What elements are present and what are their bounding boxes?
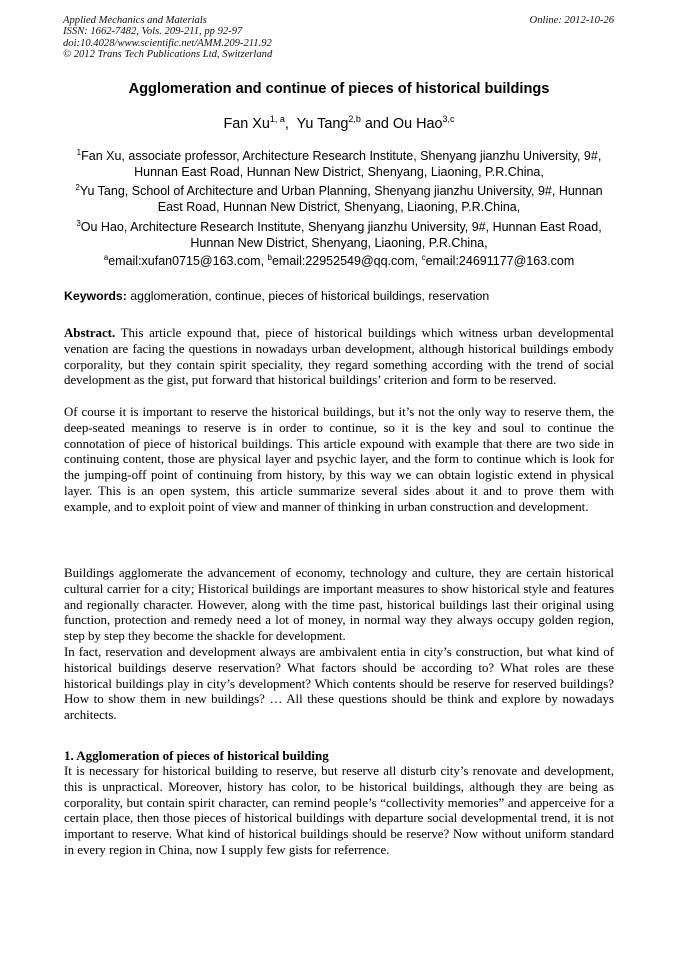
intro-paragraph-1: Buildings agglomerate the advancement of economy, technology and culture, they are certain historical cultural carrier for a city; Historical buildings are important measures to show historical style and features and regionally character. However, along with the time past, historical buildings last their original using function, protection and remedy need a lot of money, in normal way they always occupy golden region, step by step they become the shackle for development. [64, 566, 614, 643]
keywords-text: agglomeration, continue, pieces of historical buildings, reservation [126, 289, 490, 303]
issn-line: ISSN: 1662-7482, Vols. 209-211, pp 92-97 [63, 26, 243, 38]
email-address: email:22952549@qq.com [271, 254, 415, 268]
journal-header [63, 15, 272, 60]
affiliation-sup: 1 [76, 148, 82, 157]
abstract-label: Abstract. [64, 326, 116, 340]
affiliation-sup: 2 [75, 183, 80, 192]
author-list [0, 114, 678, 132]
abstract-paragraph [64, 326, 618, 389]
online-date: Online: 2012-10-26 [529, 15, 614, 26]
copyright-line: © 2012 Trans Tech Publications Ltd, Switzerland [63, 48, 273, 60]
affiliation [68, 216, 610, 251]
abstract-paragraph-2: Of course it is important to reserve the historical buildings, but it’s not the only way to reserve them, the deep-seated meanings to reserve is in order to continue, so it is the key and soul to continue the connotation of piece of historical buildings. This article expound with example that there are two side in continuing content, those are physical layer and psychic layer, and the form to continue which is look for the jumping-off point of continuing from history, by this way we can obtain logistic extend in physical layer. This is an open system, this article summarize several sides about it and to prove them with example, and to exploit point of view and manner of thinking in urban construction and development. [64, 405, 614, 514]
author-separator: , [284, 116, 297, 132]
email-address: email:24691177@163.com [425, 254, 575, 268]
email-separator: , [260, 254, 268, 268]
affiliation-text: Yu Tang, School of Architecture and Urban Planning, Shenyang jianzhu University, 9#, Hunnan East Road, Hunnan New District, Shenyang, Liaoning, P.R.China, [79, 184, 603, 214]
paper-title: Agglomeration and continue of pieces of historical buildings [128, 81, 550, 97]
author-separator: and [360, 116, 393, 132]
author-name: Yu Tang [296, 116, 349, 132]
author-sup: 2,b [348, 114, 361, 124]
author-name: Ou Hao [392, 116, 443, 132]
section1-paragraph: It is necessary for historical building to reserve, but reserve all disturb city’s renovate and development, this is unpractical. Moreover, history has color, to be historical buildings, although they are being as corporality, but contain spirit character, can remind people’s “collectivity memories” and apperceive for a certain place, then those pieces of historical buildings with departure social developmental trend, it is not important to reserve. What kind of historical buildings should be reserve? Now without uniform standard in every region in China, now I supply few gists for referrence. [64, 764, 614, 857]
affiliation [68, 145, 610, 180]
keywords [64, 289, 489, 303]
email-sup: a [103, 253, 109, 262]
journal-name: Applied Mechanics and Materials [63, 15, 207, 26]
author-sup: 1, a [269, 114, 285, 124]
email-address: email:xufan0715@163.com [108, 254, 261, 268]
doi-line: doi:10.4028/www.scientific.net/AMM.209-211.92 [63, 37, 272, 49]
email-sup: b [267, 253, 272, 262]
email-sup: c [421, 253, 426, 262]
author-name: Fan Xu [223, 116, 270, 132]
affiliation [68, 180, 610, 215]
intro-paragraph-2: In fact, reservation and development always are ambivalent entia in city’s construction, but what kind of historical buildings deserve reservation? What factors should be according to? What roles are these historical buildings play in city’s development? Which contents should be reserve for reserved buildings? How to show them in new buildings? … All these questions should be think and explore by nowadays architects. [64, 645, 614, 722]
abstract-text: This article expound that, piece of historical buildings which witness urban developmental venation are facing the questions in nowadays urban development, although historical buildings embody corporality, but they contain spirit speciality, they regard something according with the trend of social development as the gist, put forward that historical buildings’ criterion and form to be reserved. [64, 326, 618, 388]
author-sup: 3,c [442, 114, 455, 124]
section-heading: 1. Agglomeration of pieces of historical building [64, 748, 329, 763]
keywords-label: Keywords: [64, 289, 127, 303]
affiliation-sup: 3 [76, 219, 81, 228]
email-line [0, 253, 678, 268]
affiliation-text: Ou Hao, Architecture Research Institute, Shenyang jianzhu University, 9#, Hunnan East Road, Hunnan New District, Shenyang, Liaoning, P.R.China, [80, 220, 602, 250]
email-separator: , [414, 254, 422, 268]
affiliation-text: Fan Xu, associate professor, Architecture Research Institute, Shenyang jianzhu University, 9#, Hunnan East Road, Hunnan New District, Shenyang, Liaoning, P.R.China, [81, 149, 602, 179]
